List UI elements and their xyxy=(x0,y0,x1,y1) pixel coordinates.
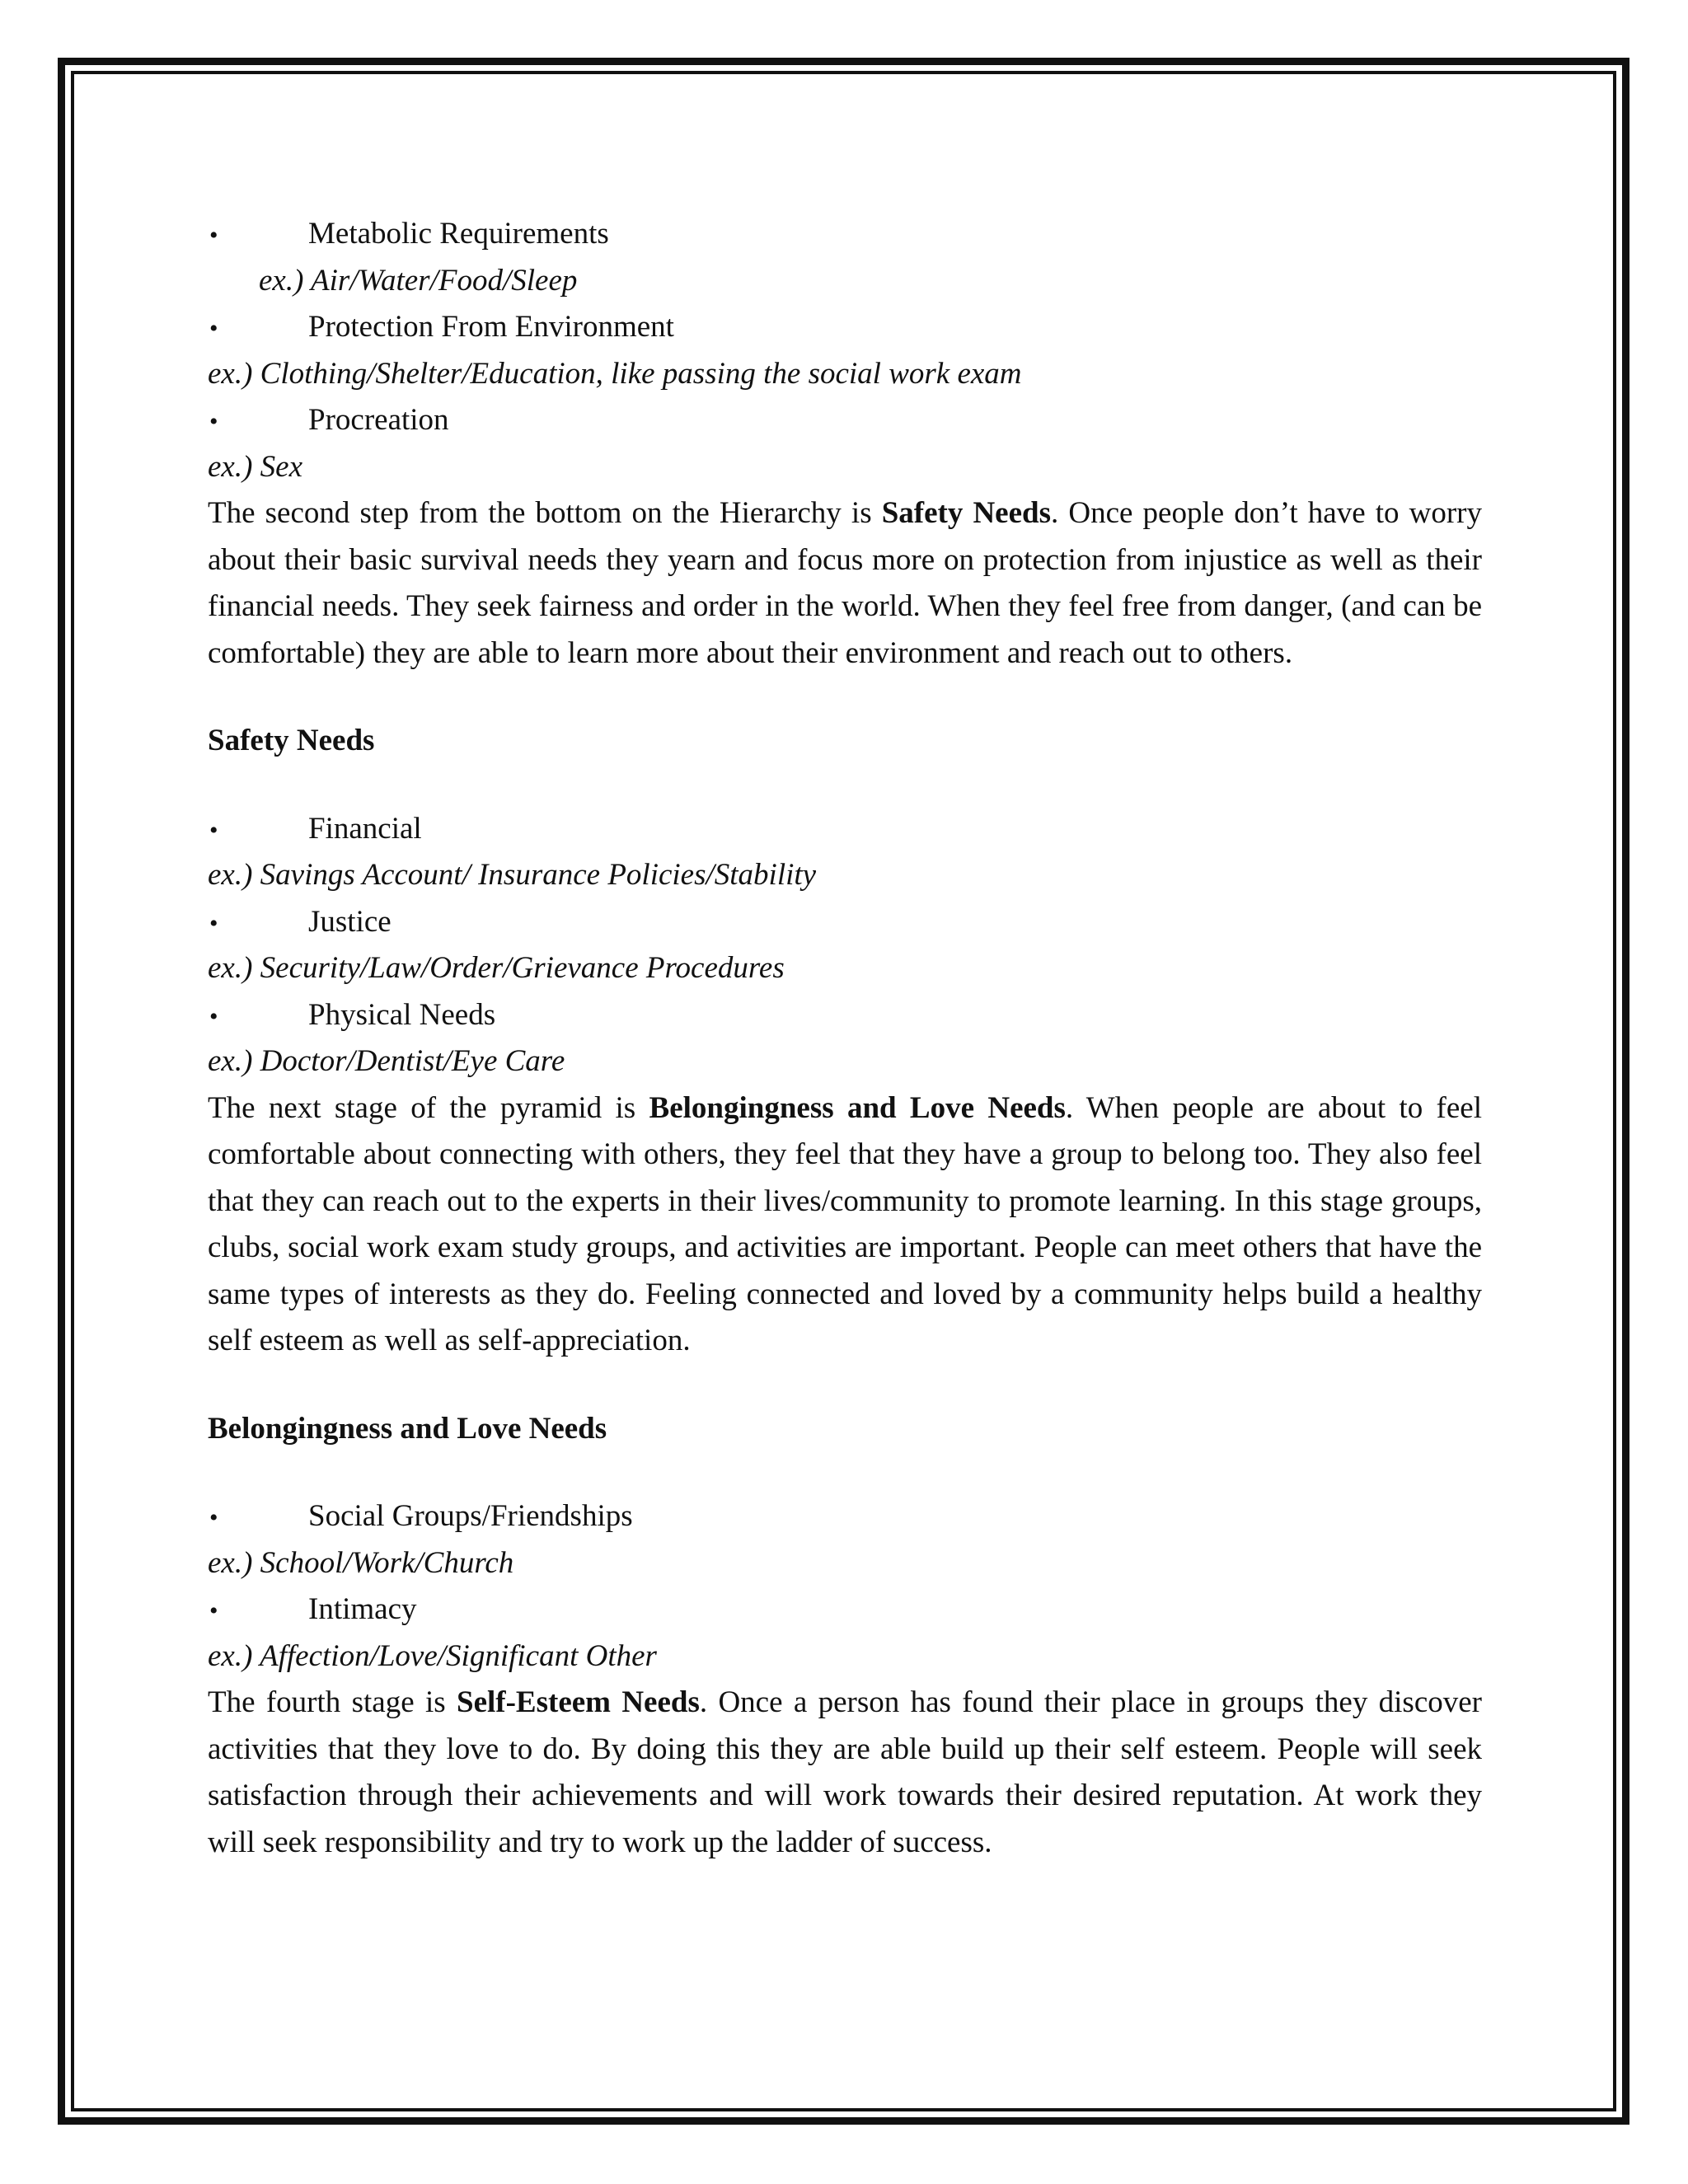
safety-needs-heading: Safety Needs xyxy=(208,724,375,757)
bullet-icon: • xyxy=(209,1504,218,1531)
bullet-icon: • xyxy=(209,408,218,435)
list-item-example: ex.) Savings Account/ Insurance Policies/Stability xyxy=(208,858,817,892)
belongingness-heading: Belongingness and Love Needs xyxy=(208,1411,607,1446)
list-item-example: ex.) Doctor/Dentist/Eye Care xyxy=(208,1044,565,1078)
list-item-label: Financial xyxy=(308,811,422,846)
belongingness-needs-list xyxy=(208,1493,1482,1680)
belongingness-paragraph: The next stage of the pyramid is Belongingness and Love Needs. When people are about to feel comfortable about connecting with others, they feel that they have a group to belong too. They also feel that they can reach out to the experts in their lives/community to promote learning. In this stage groups, clubs, social work exam study groups, and activities are important. People can meet others that have the same types of interests as they do. Feeling connected and loved by a community helps build a healthy self esteem as well as self-appreciation. xyxy=(208,1090,1482,1357)
list-item-label: Physical Needs xyxy=(308,997,496,1032)
list-item xyxy=(208,211,1482,258)
self-esteem-paragraph: The fourth stage is Self-Esteem Needs. Once a person has found their place in groups they discover activities that they love to do. By doing this they are able build up their self esteem. People will seek satisfaction through their achievements and will work towards their desired reputation. At work they will seek responsibility and try to work up the ladder of success. xyxy=(208,1685,1483,1859)
list-item-example: ex.) Affection/Love/Significant Other xyxy=(208,1638,657,1673)
safety-needs-term: Safety Needs xyxy=(881,496,1051,530)
document-body xyxy=(208,211,1482,1866)
list-item xyxy=(208,806,1482,853)
bullet-icon: • xyxy=(209,222,218,249)
list-item xyxy=(208,397,1482,444)
list-item-example: ex.) School/Work/Church xyxy=(208,1545,514,1580)
belongingness-term: Belongingness and Love Needs xyxy=(649,1090,1066,1125)
safety-needs-list xyxy=(208,806,1482,1085)
list-item-example: ex.) Clothing/Shelter/Education, like passing the social work exam xyxy=(208,356,1022,391)
list-item-label: Procreation xyxy=(308,403,449,437)
list-item-example: ex.) Sex xyxy=(208,449,303,484)
list-item-example: ex.) Air/Water/Food/Sleep xyxy=(259,263,578,298)
safety-needs-paragraph: The second step from the bottom on the Hierarchy is Safety Needs. Once people don’t have to worry about their basic survival needs they yearn and focus more on protection from injustice as well as their financial needs. They seek fairness and order in the world. When they feel free from danger, (and can be comfortable) they are able to learn more about their environment and reach out to others. xyxy=(208,496,1483,670)
bullet-icon: • xyxy=(209,816,218,844)
list-item xyxy=(208,899,1482,946)
list-item-label: Protection From Environment xyxy=(308,310,674,344)
list-item-label: Metabolic Requirements xyxy=(308,217,609,251)
list-item xyxy=(208,304,1482,351)
list-item xyxy=(208,1586,1482,1633)
list-item-label: Justice xyxy=(308,904,392,939)
bullet-icon: • xyxy=(209,909,218,937)
bullet-icon: • xyxy=(209,1002,218,1030)
list-item xyxy=(208,1493,1482,1540)
list-item-label: Social Groups/Friendships xyxy=(308,1499,633,1533)
list-item xyxy=(208,992,1482,1039)
list-item-example: ex.) Security/Law/Order/Grievance Procedures xyxy=(208,951,785,985)
list-item-label: Intimacy xyxy=(308,1592,417,1626)
physiological-needs-list xyxy=(208,211,1482,490)
self-esteem-term: Self-Esteem Needs xyxy=(457,1685,700,1719)
bullet-icon: • xyxy=(209,315,218,342)
bullet-icon: • xyxy=(209,1597,218,1624)
